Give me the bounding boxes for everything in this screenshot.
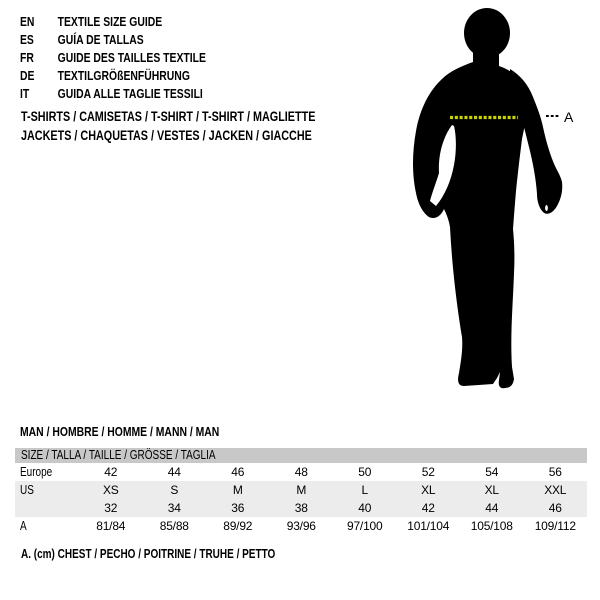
size-cell: 52 (421, 465, 435, 479)
size-cell: 44 (167, 465, 181, 479)
size-table-header: SIZE / TALLA / TAILLE / GRÖSSE / TAGLIA (15, 448, 587, 463)
size-cell: L (361, 483, 368, 497)
size-cell: 85/88 (159, 519, 189, 533)
size-cell: 46 (548, 501, 562, 515)
language-code: EN (20, 14, 35, 29)
table-row-europe (15, 463, 587, 481)
row-label: A (20, 519, 27, 533)
size-cell: 105/108 (470, 519, 513, 533)
size-cell: 34 (167, 501, 181, 515)
size-cell: 56 (548, 465, 562, 479)
section-title: MAN / HOMBRE / HOMME / MANN / MAN (20, 424, 220, 439)
language-label: GUIDE DES TAILLES TEXTILE (57, 50, 206, 65)
row-label (15, 499, 79, 517)
language-row-es (20, 31, 252, 49)
size-table (15, 448, 587, 535)
size-cell: 44 (485, 501, 499, 515)
language-code: FR (20, 50, 34, 65)
size-cell: 42 (104, 465, 118, 479)
row-label: US (20, 483, 34, 497)
language-row-it (20, 85, 252, 103)
language-row-fr (20, 49, 252, 67)
size-cell: 97/100 (346, 519, 383, 533)
garment-line-jackets: JACKETS / CHAQUETAS / VESTES / JACKEN / GIACCHE (21, 127, 312, 143)
size-cell: 48 (294, 465, 308, 479)
size-cell: 54 (485, 465, 499, 479)
size-cell: M (232, 483, 243, 497)
size-cell: 46 (231, 465, 245, 479)
garment-line-tshirts: T-SHIRTS / CAMISETAS / T-SHIRT / T-SHIRT / MAGLIETTE (21, 109, 316, 124)
size-cell: 93/96 (286, 519, 316, 533)
size-cell: XL (484, 483, 499, 497)
language-label: TEXTILGRÖßENFÜHRUNG (57, 68, 190, 83)
size-cell: 40 (358, 501, 372, 515)
size-cell: 32 (104, 501, 118, 515)
size-cell: 36 (231, 501, 245, 515)
size-cell: 50 (358, 465, 372, 479)
size-cell: XL (421, 483, 436, 497)
language-guide-list (20, 13, 252, 103)
language-row-en (20, 13, 252, 31)
size-cell: 89/92 (223, 519, 253, 533)
man-silhouette (400, 5, 580, 405)
table-row-us (15, 481, 587, 499)
size-cell: 101/104 (407, 519, 450, 533)
size-cell: 42 (421, 501, 435, 515)
row-label: Europe (20, 465, 53, 479)
language-code: IT (20, 86, 30, 101)
size-cell: XS (102, 483, 119, 497)
measurement-footnote: A. (cm) CHEST / PECHO / POITRINE / TRUHE / PETTO (21, 547, 276, 561)
hand-gap (545, 205, 548, 211)
table-row-alt-sizes (15, 499, 587, 517)
size-cell: M (296, 483, 307, 497)
language-code: DE (20, 68, 35, 83)
garment-types (21, 108, 389, 145)
table-row-chest-a (15, 517, 587, 535)
language-code: ES (20, 32, 34, 47)
measure-label-a: A (564, 109, 574, 125)
size-cell: XXL (544, 483, 567, 497)
language-label: GUÍA DE TALLAS (57, 32, 144, 47)
size-cell: 81/84 (96, 519, 126, 533)
size-cell: 109/112 (534, 519, 576, 533)
size-cell: S (170, 483, 179, 497)
language-label: GUIDA ALLE TAGLIE TESSILI (57, 86, 203, 101)
language-label: TEXTILE SIZE GUIDE (57, 14, 163, 29)
size-cell: 38 (294, 501, 308, 515)
silhouette-body (413, 62, 528, 388)
language-row-de (20, 67, 252, 85)
